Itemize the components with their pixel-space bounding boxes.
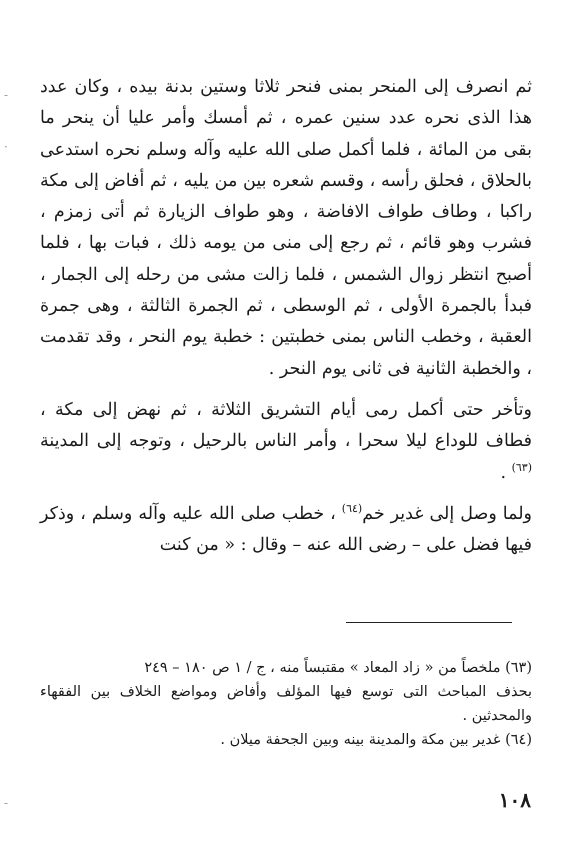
- paragraph: [40, 395, 532, 489]
- paragraph-text: ولما وصل إلى غدير خم: [362, 503, 532, 524]
- footnote-63: (٦٣) ملخصاً من « زاد المعاد » مقتبساً منه ، ج / ١ ص ١٨٠ – ٢٤٩: [144, 660, 532, 676]
- paragraph: [40, 499, 532, 562]
- footnotes: [40, 656, 532, 752]
- footnote-reference: (٦٤): [341, 502, 363, 516]
- margin-mark: -: [4, 796, 9, 810]
- footnote-reference: (٦٣): [511, 460, 532, 474]
- paragraph: ثم انصرف إلى المنحر بمنى فنحر ثلاثا وستين بدنة بيده ، وكان عدد هذا الذى نحره عدد سنين عمره ، ثم أمسك وأمر عليا أن ينحر ما بقى من المائة ، فلما أكمل صلى الله عليه وآله وسلم نحره استدعى بالحلاق ، فحلق رأسه ، وقسم شعره بين من يليه ، ثم أفاض إلى مكة راكبا ، وطاف طواف الافاضة ، وهو طواف الزيارة ثم أتى زمزم ، فشرب وهو قائم ، ثم رجع إلى منى من يومه ذلك ، فبات بها ، فلما أصبح انتظر زوال الشمس ، فلما زالت مشى من رحله إلى الجمار ، فبدأ بالجمرة الأولى ، ثم الوسطى ، ثم الجمرة الثالثة ، وهى جمرة العقبة ، وخطب الناس بمنى خطبتين : خطبة يوم النحر ، وقد تقدمت ، والخطبة الثانية فى ثانى يوم النحر .: [40, 77, 532, 379]
- paragraph-text: .: [500, 462, 512, 483]
- margin-mark: -: [4, 88, 9, 102]
- footnote-63-continued: بحذف المباحث التى توسع فيها المؤلف وأفاض ومواضع الخلاف بين الفقهاء والمحدثين .: [40, 684, 532, 724]
- paragraph-text: وتأخر حتى أكمل رمى أيام التشريق الثلاثة ، ثم نهض إلى مكة ، فطاف للوداع ليلا سحرا ، وأمر الناس بالرحيل ، وتوجه إلى المدينة: [40, 399, 532, 452]
- paragraph-text: ، خطب صلى الله عليه وآله وسلم ، وذكر فيها فضل على – رضى الله عنه – وقال : « من كنت: [40, 503, 532, 556]
- main-text: [40, 72, 532, 571]
- page-number: ١٠٨: [498, 788, 531, 812]
- margin-mark: ·: [4, 140, 8, 154]
- footnote-separator: [346, 622, 512, 623]
- footnote-64: (٦٤) غدير بين مكة والمدينة بينه وبين الجحفة ميلان .: [220, 732, 532, 748]
